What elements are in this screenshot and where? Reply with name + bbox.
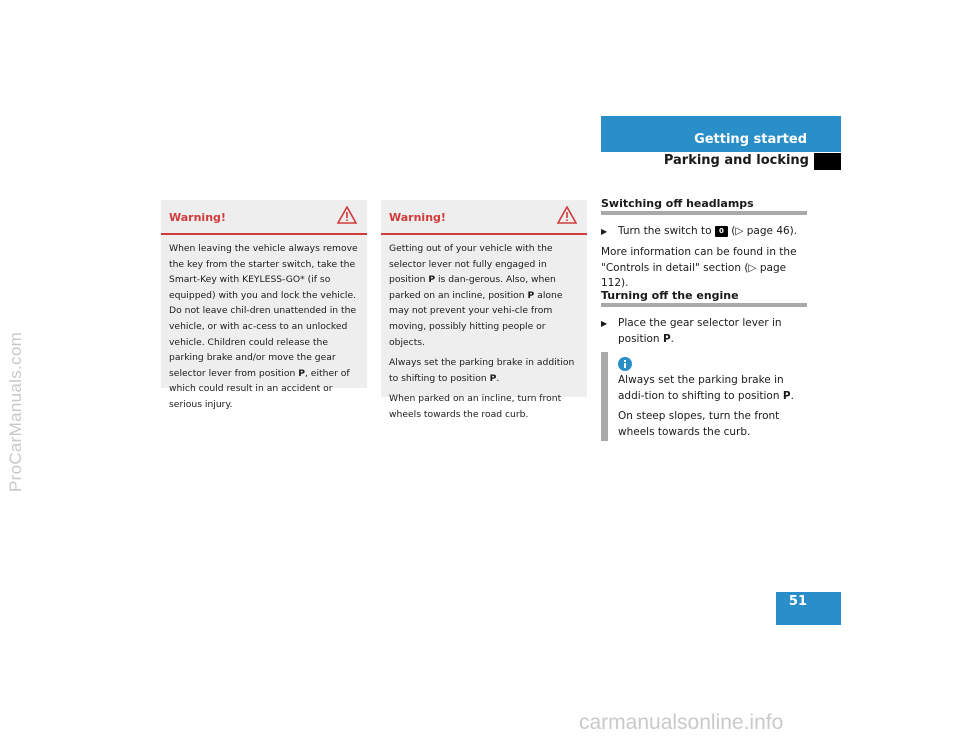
heading-rule bbox=[601, 211, 807, 215]
info-box bbox=[601, 352, 811, 441]
warning-paragraph: When leaving the vehicle always remove the key from the starter switch, take the Smart-Key with KEYLESS-GO* (if so equipped) with you and lock the vehicle. Do not leave chil-dren unattended in the vehicle, or with ac-cess to an unlocked vehicle. Children could release the parking brake and/or move the gear selector lever from position P, either of which could result in an accident or serious injury. bbox=[169, 243, 358, 410]
warning-box-1 bbox=[161, 200, 367, 410]
warning-header bbox=[381, 200, 587, 235]
bullet-arrow-icon: ▶ bbox=[601, 319, 608, 328]
section-header bbox=[601, 116, 841, 152]
warning-title: Warning! bbox=[389, 211, 446, 224]
warning-paragraph: Always set the parking brake in addition to shifting to position P. bbox=[389, 357, 575, 384]
warning-box-2 bbox=[381, 200, 587, 420]
page-number-box bbox=[776, 592, 841, 625]
headlamps-heading: Switching off headlamps bbox=[601, 197, 754, 210]
warning-paragraph: Getting out of your vehicle with the selector lever not fully engaged in position P is dan-gerous. Also, when parked on an incline, position P alone may not prevent your vehi-cle from moving, possibly hitting people or objects. bbox=[389, 243, 563, 348]
warning-header bbox=[161, 200, 367, 235]
engine-heading: Turning off the engine bbox=[601, 289, 739, 302]
header-marker bbox=[814, 153, 841, 170]
page-number: 51 bbox=[788, 594, 807, 609]
side-watermark: ProCarManuals.com bbox=[6, 331, 25, 492]
warning-body bbox=[161, 235, 367, 413]
warning-triangle-icon bbox=[337, 206, 357, 228]
heading-rule bbox=[601, 303, 807, 307]
headlamps-bullet: ▶ Turn the switch to 0 (▷ page 46). bbox=[601, 224, 811, 240]
warning-title: Warning! bbox=[169, 211, 226, 224]
subsection-title: Parking and locking bbox=[663, 153, 809, 168]
warning-body bbox=[381, 235, 587, 423]
switch-position-icon: 0 bbox=[715, 226, 728, 237]
section-title: Getting started bbox=[694, 132, 807, 147]
bottom-watermark: carmanualsonline.info bbox=[579, 711, 784, 734]
warning-paragraph: When parked on an incline, turn front wheels towards the road curb. bbox=[389, 393, 562, 420]
bullet-arrow-icon: ▶ bbox=[601, 227, 608, 236]
info-bar bbox=[601, 352, 608, 441]
engine-bullet: ▶ Place the gear selector lever in position P. bbox=[601, 317, 782, 345]
warning-triangle-icon bbox=[557, 206, 577, 228]
headlamps-more-info: More information can be found in the "Controls in detail" section (▷ page 112). bbox=[601, 246, 797, 289]
info-text: Always set the parking brake in addi-tion to shifting to position P. On steep slopes, turn the front wheels towards the curb. bbox=[618, 374, 794, 438]
